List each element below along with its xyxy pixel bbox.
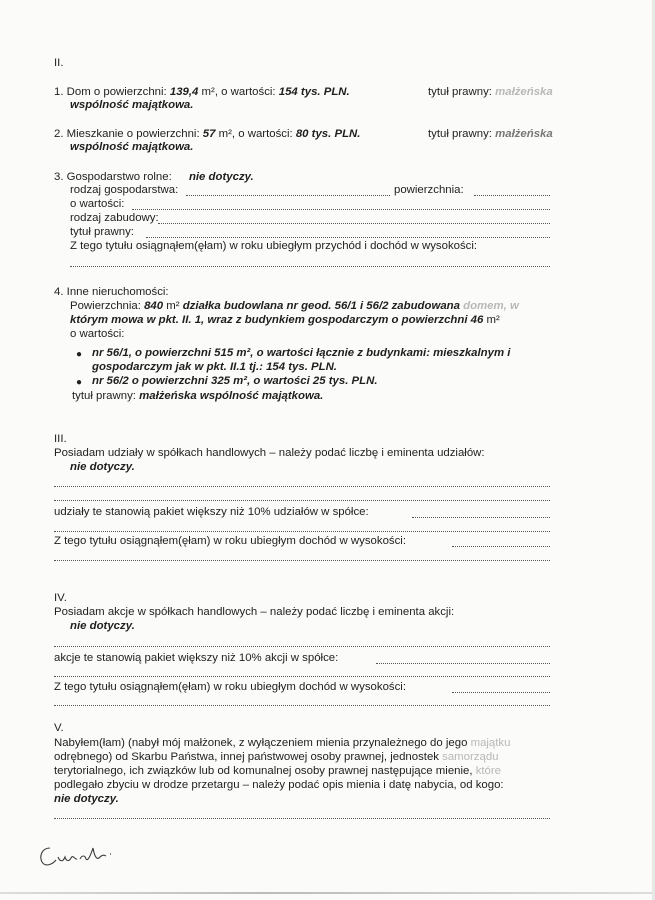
item-3-income: Z tego tytułu osiągnąłem(ęłam) w roku ubiegłym przychód i dochód w wysokości:	[70, 240, 478, 252]
section-5-line-1	[54, 737, 510, 750]
item-1-label: 1. Dom o powierzchni:	[54, 86, 170, 98]
item-3-value-dots	[132, 209, 550, 210]
section-5-text-2-faded: samorządu	[442, 751, 499, 763]
item-4-unit-2: m²	[483, 314, 500, 326]
item-4-desc-faded: domem, w	[463, 300, 519, 312]
item-1-unit: m², o wartości:	[198, 86, 279, 98]
item-1-title	[428, 86, 553, 99]
item-3-income-dots	[70, 266, 550, 267]
item-3-build-type: rodzaj zabudowy:	[70, 212, 159, 224]
section-4-dots-2	[376, 663, 550, 664]
section-4-dots-5	[54, 705, 550, 706]
section-3-value: nie dotyczy.	[70, 461, 135, 473]
section-5-line-2	[54, 751, 499, 764]
section-3-dots-6	[54, 560, 550, 561]
item-4-legal-label: tytuł prawny:	[72, 390, 140, 402]
section-4-dots-4	[452, 692, 550, 693]
item-4-line-2	[70, 300, 519, 313]
item-2-unit: m², o wartości:	[215, 128, 296, 140]
item-2-area: 57	[202, 128, 216, 140]
section-5-text-1: Nabyłem(łam) (nabył mój małżonek, z wyłączeniem mienia przynależnego do jego	[54, 737, 471, 749]
item-2-title-value: małżeńska	[495, 128, 553, 140]
item-2-label: 2. Mieszkanie o powierzchni:	[54, 128, 203, 140]
section-4-line-3: akcje te stanowią pakiet większy niż 10% akcji w spółce:	[54, 652, 339, 664]
section-5-text-3: terytorialnego, ich związków lub od komunalnej osoby prawnej następujące mienie,	[54, 765, 476, 777]
scan-artifact	[0, 892, 655, 894]
bullet-icon: ●	[76, 377, 83, 388]
section-5-line-3	[54, 765, 501, 778]
item-1-title-label: tytuł prawny:	[428, 86, 496, 98]
item-3-legal-title: tytuł prawny:	[70, 226, 134, 238]
item-4-bullet-1-line-1	[92, 347, 510, 360]
section-4-value: nie dotyczy.	[70, 620, 135, 632]
item-4-legal-title	[72, 390, 323, 403]
section-3-dots-4	[54, 531, 550, 532]
section-3-dots-5	[452, 546, 550, 547]
signature-icon	[36, 840, 126, 870]
section-5-value: nie dotyczy.	[54, 793, 119, 805]
section-4-line-1: Posiadam akcje w spółkach handlowych – należy podać liczbę i eminenta akcji:	[54, 606, 455, 618]
item-4-bullet-1-text: nr 56/1, o powierzchni 515 m², o wartości łącznie z budynkami: mieszkalnym i	[92, 347, 511, 359]
item-2-line-2: wspólność majątkowa.	[70, 141, 194, 153]
section-3-line-4: Z tego tytułu osiągnąłem(ęłam) w roku ubiegłym dochód w wysokości:	[54, 535, 406, 547]
item-1-line-1	[54, 86, 350, 99]
section-3-line-3: udziały te stanowią pakiet większy niż 10% udziałów w spółce:	[54, 506, 369, 518]
section-3-dots-2	[54, 500, 550, 501]
item-4-outbuilding-area: 46	[470, 314, 484, 326]
item-4-value-label: o wartości:	[70, 328, 125, 340]
item-4-bullet-1-line-2: gospodarczym jak w pkt. II.1 tj.: 154 tys. PLN.	[92, 361, 337, 373]
item-1-area: 139,4	[169, 86, 199, 98]
section-5-text-2: odrębnego) od Skarbu Państwa, innej państwowej osoby prawnej, jednostek	[54, 751, 443, 763]
item-1-value: 154 tys. PLN.	[278, 86, 350, 98]
section-4-heading: IV.	[54, 592, 67, 604]
section-5-dots	[54, 818, 550, 819]
item-3-build-dots	[158, 223, 550, 224]
item-3-line-1	[54, 171, 254, 184]
item-4-legal-value: małżeńska wspólność majątkowa.	[139, 390, 324, 402]
item-2-title-label: tytuł prawny:	[428, 128, 496, 140]
item-4-unit: m²	[163, 300, 183, 312]
section-5-text-3-faded: które	[475, 765, 502, 777]
section-5-text-1-faded: majątku	[470, 737, 511, 749]
item-3-value-label: o wartości:	[70, 198, 125, 210]
item-1-line-2: wspólność majątkowa.	[70, 99, 194, 111]
item-3-farm-type-dots	[186, 195, 390, 196]
item-4-desc: działka budowlana nr geod. 56/1 i 56/2 zabudowana	[182, 300, 464, 312]
section-3-dots-3	[412, 517, 550, 518]
section-4-line-4: Z tego tytułu osiągnąłem(ęłam) w roku ubiegłym dochód w wysokości:	[54, 681, 406, 693]
item-2-title	[428, 128, 553, 141]
item-3-value: nie dotyczy.	[188, 171, 254, 183]
item-3-label: 3. Gospodarstwo rolne:	[54, 171, 175, 183]
item-4-bullet-2: nr 56/2 o powierzchni 325 m², o wartości 25 tys. PLN.	[92, 375, 378, 387]
item-2-line-1	[54, 128, 360, 141]
section-3-line-1: Posiadam udziały w spółkach handlowych – należy podać liczbę i eminenta udziałów:	[54, 447, 485, 459]
section-3-heading: III.	[54, 433, 67, 445]
section-3-dots-1	[54, 486, 550, 487]
section-4-dots-1	[54, 646, 550, 647]
item-1-title-value: małżeńska	[495, 86, 553, 98]
item-4-area-label: Powierzchnia:	[70, 300, 145, 312]
section-4-dots-3	[54, 676, 550, 677]
item-3-area-dots	[474, 195, 550, 196]
bullet-icon: ●	[76, 349, 83, 360]
item-4-area: 840	[144, 300, 164, 312]
item-4-line-3	[70, 314, 500, 327]
item-4-line-1: 4. Inne nieruchomości:	[54, 286, 169, 298]
item-4-desc-2: którym mowa w pkt. II. 1, wraz z budynkiem gospodarczym o powierzchni	[70, 314, 471, 326]
section-2-heading: II.	[54, 57, 64, 69]
section-5-line-4: podlegało zbyciu w drodze przetargu – należy podać opis mienia i datę nabycia, od kogo:	[54, 779, 504, 791]
section-5-heading: V.	[54, 722, 64, 734]
item-2-value: 80 tys. PLN.	[295, 128, 361, 140]
item-3-farm-type: rodzaj gospodarstwa:	[70, 184, 179, 196]
item-3-legal-dots	[146, 237, 550, 238]
item-3-area: powierzchnia:	[394, 184, 464, 196]
